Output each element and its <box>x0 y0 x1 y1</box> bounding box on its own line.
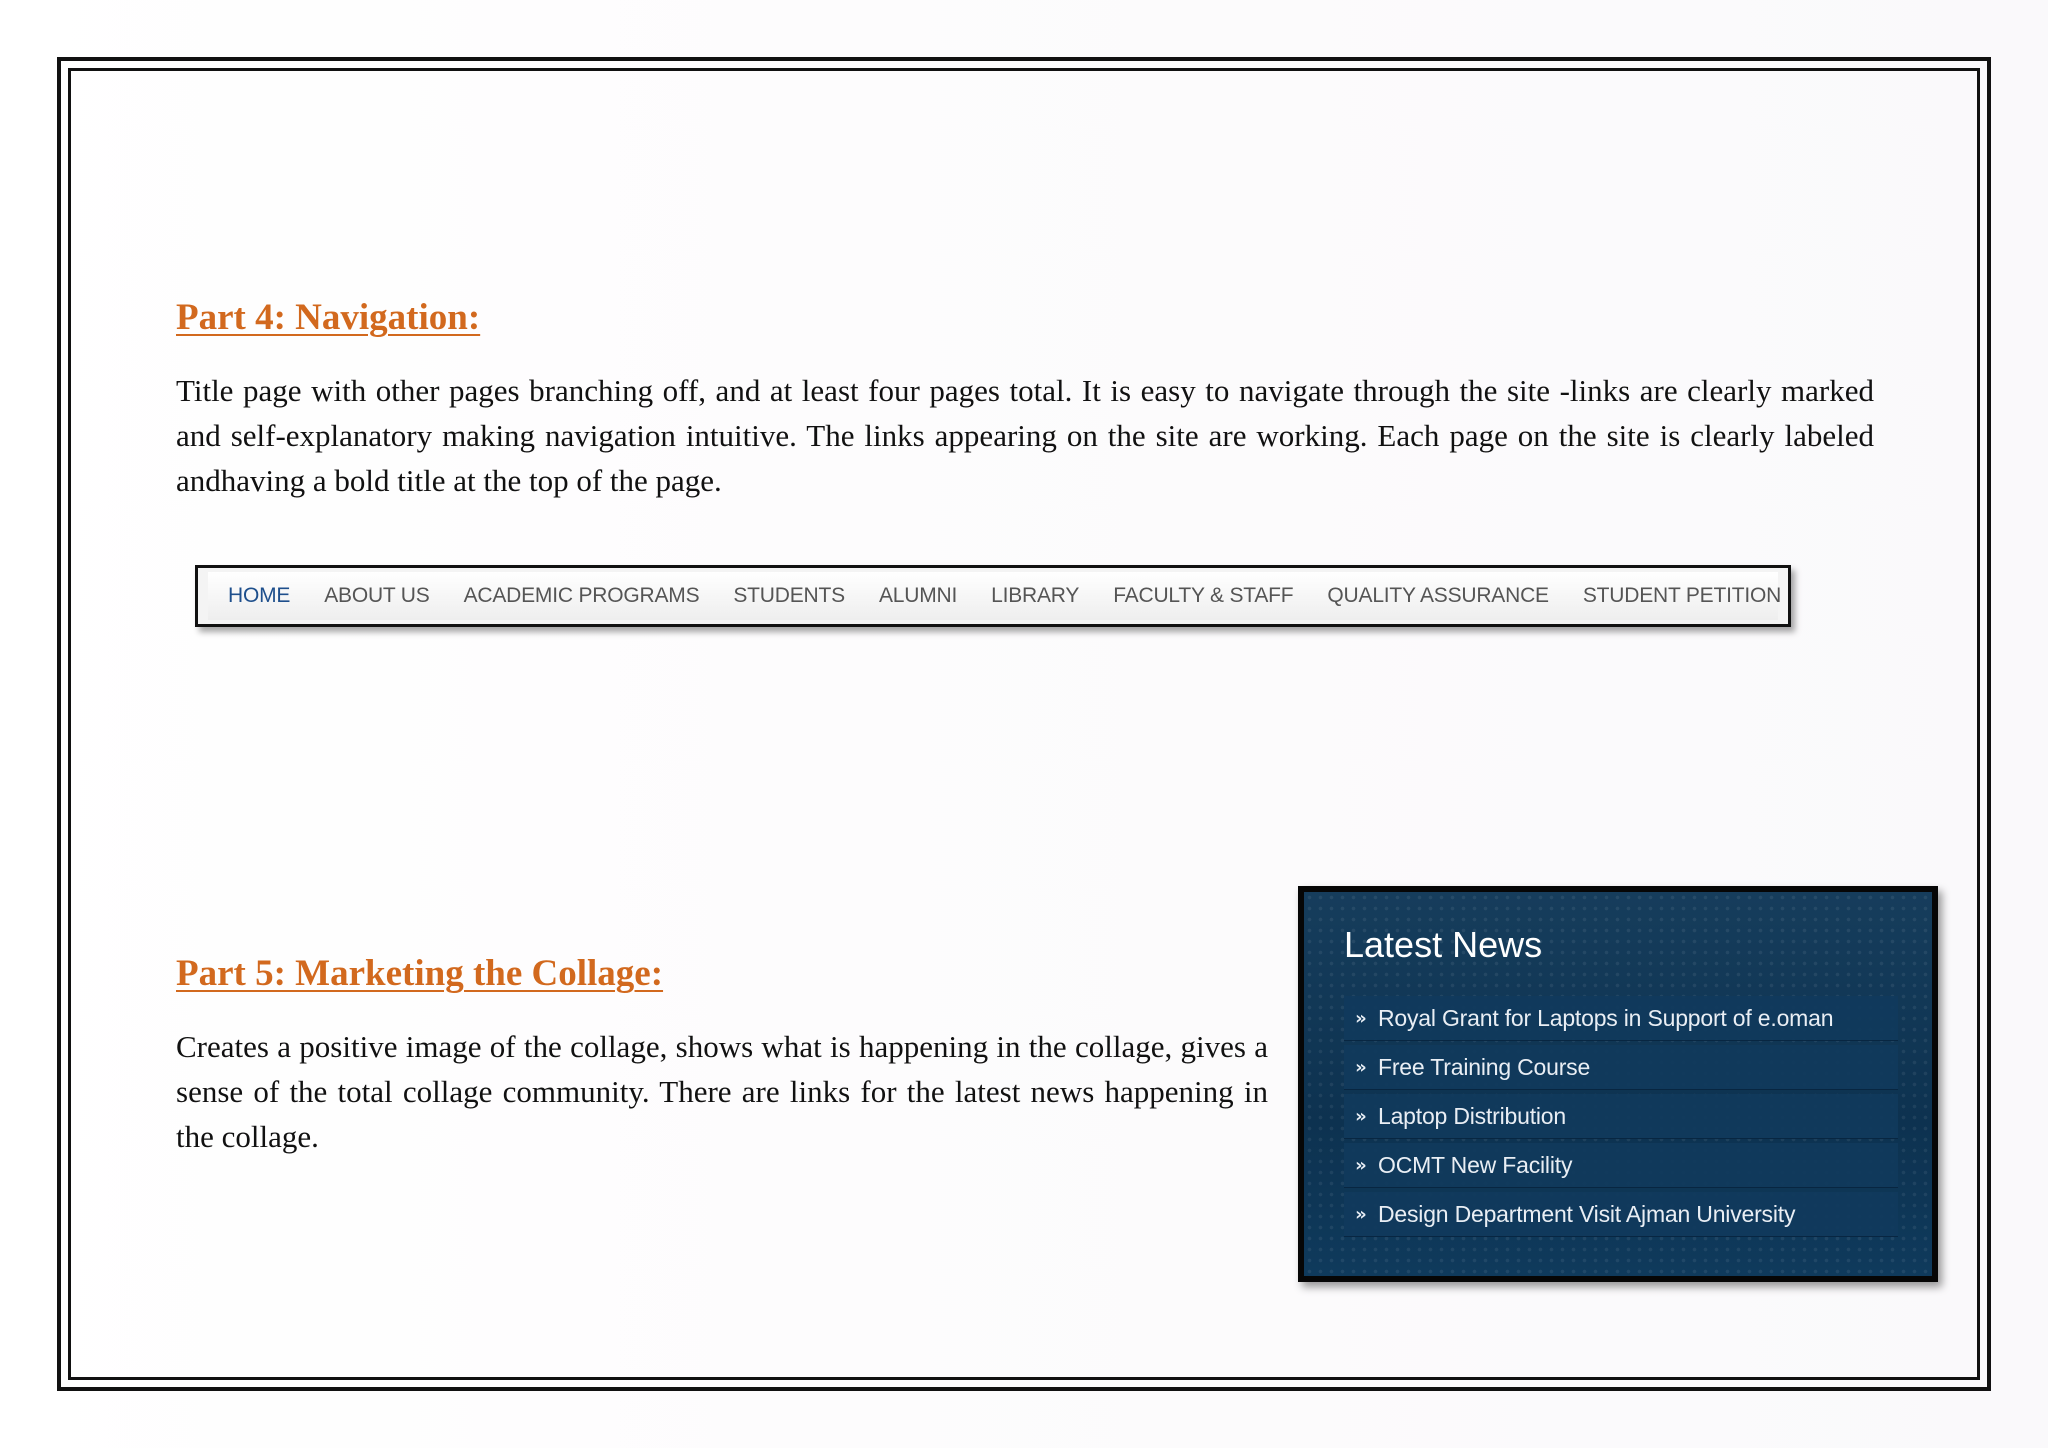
nav-item-quality-assurance[interactable]: QUALITY ASSURANCE <box>1327 584 1549 607</box>
nav-item-home[interactable]: HOME <box>228 584 291 607</box>
latest-news-title: Latest News <box>1344 924 1543 965</box>
news-item-label: Laptop Distribution <box>1378 1102 1566 1129</box>
nav-item-faculty-staff[interactable]: FACULTY & STAFF <box>1113 584 1294 607</box>
nav-item-academic-programs[interactable]: ACADEMIC PROGRAMS <box>463 584 700 607</box>
double-chevron-right-icon: » <box>1355 1105 1367 1127</box>
part4-heading: Part 4: Navigation: <box>176 297 481 338</box>
news-item[interactable] <box>1344 1094 1898 1139</box>
news-item-label: Royal Grant for Laptops in Support of e.oman <box>1378 1004 1834 1031</box>
navigation-bar-screenshot <box>195 565 1791 627</box>
nav-item-students[interactable]: STUDENTS <box>733 584 845 607</box>
nav-item-library[interactable]: LIBRARY <box>991 584 1080 607</box>
nav-item-about-us[interactable]: ABOUT US <box>324 584 430 607</box>
part5-heading: Part 5: Marketing the Collage: <box>176 953 664 994</box>
double-chevron-right-icon: » <box>1355 1056 1367 1078</box>
double-chevron-right-icon: » <box>1355 1203 1367 1225</box>
part4-paragraph: Title page with other pages branching off, and at least four pages total. It is easy to navigate through the site -links are clearly marked and self-explanatory making navigation intuitive. The links appearing on the site are working. Each page on the site is clearly labeled andhaving a bold title at the top of the page. <box>176 373 1874 498</box>
news-item[interactable] <box>1344 1045 1898 1090</box>
latest-news-list <box>1344 996 1898 1241</box>
double-chevron-right-icon: » <box>1355 1007 1367 1029</box>
double-chevron-right-icon: » <box>1355 1154 1367 1176</box>
news-item-label: OCMT New Facility <box>1378 1151 1573 1178</box>
news-item[interactable] <box>1344 1192 1898 1237</box>
part5-paragraph: Creates a positive image of the collage, shows what is happening in the collage, gives a sense of the total collage community. There are links for the latest news happening in the collage. <box>176 1029 1268 1154</box>
nav-item-student-petition[interactable]: STUDENT PETITION <box>1582 584 1782 607</box>
latest-news-widget <box>1298 886 1938 1282</box>
nav-item-alumni[interactable]: ALUMNI <box>878 584 958 607</box>
navigation-bar <box>208 572 1782 620</box>
news-item[interactable] <box>1344 1143 1898 1188</box>
news-item[interactable] <box>1344 996 1898 1041</box>
news-item-label: Design Department Visit Ajman University <box>1378 1200 1796 1227</box>
news-item-label: Free Training Course <box>1378 1053 1591 1080</box>
